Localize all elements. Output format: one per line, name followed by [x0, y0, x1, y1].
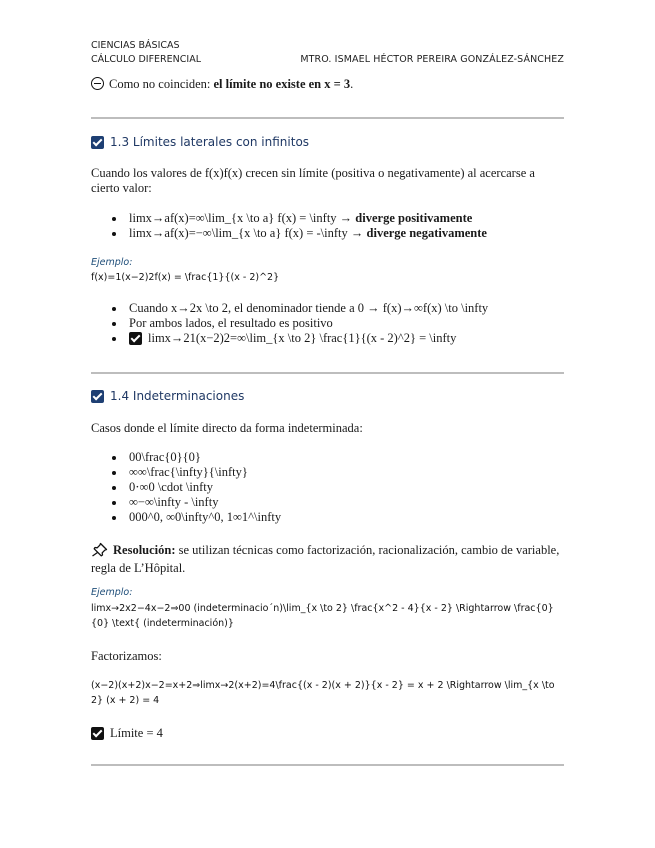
list-item-bold: diverge positivamente [355, 211, 473, 225]
resolution-label: Resolución: [113, 543, 176, 557]
list-item: ∞∞\frac{\infty}{\infty} [91, 465, 564, 480]
list-item: ∞−∞\infty - \infty [91, 495, 564, 510]
divider [91, 117, 564, 119]
checkbox-icon [91, 390, 104, 403]
minus-circle-icon [91, 77, 104, 90]
divergence-list [91, 211, 564, 241]
checkbox-icon [91, 136, 104, 149]
list-item [91, 226, 564, 241]
header-course: CÁLCULO DIFERENCIAL [91, 54, 201, 65]
header-author: MTRO. ISMAEL HÉCTOR PEREIRA GONZÁLEZ-SÁNCHEZ [300, 54, 564, 65]
list-item: Cuando x→2x \to 2, el denominador tiende a 0 → f(x)→∞f(x) \to \infty [91, 301, 564, 316]
indeterminate-forms-list [91, 450, 564, 525]
section-heading-1-3 [91, 134, 564, 150]
example-formula: f(x)=1(x−2)2f(x) = \frac{1}{(x - 2)^2} [91, 272, 280, 283]
intro-text: Como no coinciden: [109, 77, 214, 91]
header-left [91, 39, 201, 67]
intro-conclusion [91, 77, 564, 92]
list-item [91, 211, 564, 226]
divider [91, 372, 564, 374]
intro-bold: el límite no existe en x = 3 [213, 77, 351, 91]
list-item [91, 331, 564, 346]
header-subject-area: CIENCIAS BÁSICAS [91, 40, 180, 51]
example-formula: lim⁡x→2x2−4x−2⇒00 (indeterminacio´n)\lim_{x \to 2} \frac{x^2 - 4}{x - 2} \Rightarrow \frac{0}{0} \text{ (indeterminación)} [91, 603, 554, 629]
section-paragraph: Casos donde el límite directo da forma indeterminada: [91, 421, 363, 435]
checkbox-icon [129, 332, 142, 345]
factor-label: Factorizamos: [91, 649, 162, 663]
factor-formula: (x−2)(x+2)x−2=x+2⇒lim⁡x→2(x+2)=4\frac{(x - 2)(x + 2)}{x - 2} = x + 2 \Rightarrow \lim_{x \to 2} (x + 2) = 4 [91, 680, 555, 706]
result-line [91, 726, 564, 741]
list-item: Por ambos lados, el resultado es positivo [91, 316, 564, 331]
list-item-bold: diverge negativamente [366, 226, 487, 240]
list-item: 00\frac{0}{0} [91, 450, 564, 465]
intro-end: . [350, 77, 354, 91]
resolution-note [91, 542, 564, 576]
checkbox-icon [91, 727, 104, 740]
resolution-text: se utilizan técnicas como factorización, racionalización, cambio de variable, regla de L’Hôpital. [91, 543, 560, 575]
section-title: 1.3 Límites laterales con infinitos [110, 135, 310, 149]
example-label: Ejemplo: [91, 587, 133, 598]
list-item-formula: lim⁡x→af(x)=−∞\lim_{x \to a} f(x) = -\infty → [129, 226, 367, 240]
example-points [91, 301, 564, 346]
section-paragraph: Cuando los valores de f(x)f(x) crecen sin límite (positiva o negativamente) al acercarse a cierto valor: [91, 166, 535, 195]
example-label: Ejemplo: [91, 257, 133, 268]
section-title: 1.4 Indeterminaciones [110, 389, 245, 403]
list-item-formula: lim⁡x→af(x)=∞\lim_{x \to a} f(x) = \infty → [129, 211, 356, 225]
divider [91, 764, 564, 766]
pushpin-icon [91, 542, 108, 561]
list-item: 0⋅∞0 \cdot \infty [91, 480, 564, 495]
list-item-text: lim⁡x→21(x−2)2=∞\lim_{x \to 2} \frac{1}{(x - 2)^2} = \infty [148, 331, 457, 345]
list-item: 000^0, ∞0\infty^0, 1∞1^\infty [91, 510, 564, 525]
section-heading-1-4 [91, 388, 564, 404]
result-text: Límite = 4 [110, 726, 163, 740]
